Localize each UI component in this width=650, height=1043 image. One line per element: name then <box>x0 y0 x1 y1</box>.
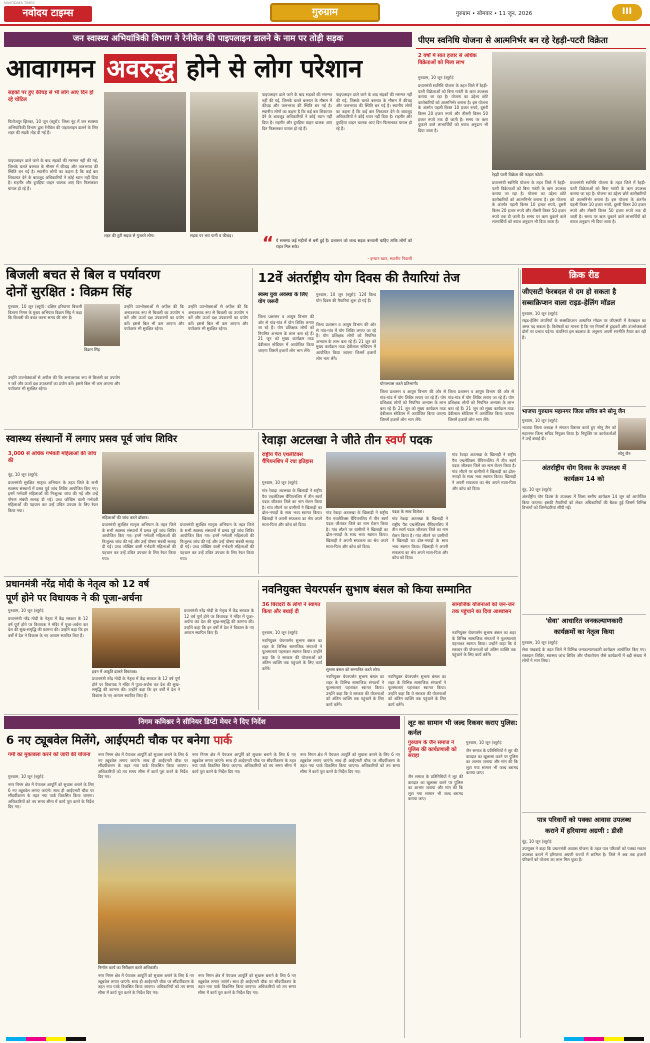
prasav-body-col1: प्रधानमंत्री सुरक्षित मातृत्व अभियान के तहत जिले के सभी स्वास्थ्य संस्थानों में प्रसव पूर्व जांच शिविर आयोजित किए गए। इनमें गर्भवती महिलाओं की निःशुल्क जांच की गई और उन्हें पोषण संबंधी सलाह दी गई। उच्च जोखिम वाली गर्भवती महिलाओं की पहचान कर उन्हें उचित उपचार के लिए रेफर किया गया। <box>8 480 98 513</box>
lead-quote: ये समस्या कई महीनों से बनी हुई है। प्रशासन को जल्द सड़क बनवानी चाहिए ताकि लोगों को राहत मिल सके। <box>276 238 412 249</box>
lead-headline <box>6 52 412 86</box>
vikram-photo-caption: विक्रम सिंह <box>84 347 100 352</box>
prasav-photo-caption: महिलाओं की जांच करते डॉक्टर। <box>102 515 149 520</box>
athletics-body-col1: गांव रेवाड़ा अटलखा के खिलाड़ी ने राष्ट्रीय पैरा एथलेटिक्स चैंपियनशिप में तीन स्वर्ण पदक जीतकर जिले का नाम रोशन किया है। गांव लौटने पर ग्रामीणों ने खिलाड़ी का ढोल-नगाड़ों के साथ भव्य स्वागत किया। खिलाड़ी ने अपनी सफलता का श्रेय अपने माता-पिता और कोच को दिया। <box>262 488 322 527</box>
athletics-photo <box>326 452 446 508</box>
lead-body: पाइपलाइन डाले जाने के बाद सड़कों की मरम्मत नहीं की गई, जिसके चलते बरसात के मौसम में कीचड़ और जलभराव की स्थिति बन गई है। स्थानीय लोगों का कहना है कि कई बार शिकायत देने के बावजूद अधिकारियों ने कोई ध्यान नहीं दिया है। राहगीर और दुपहिया वाहन चालक आए दिन फिसलकर घायल हो रहे हैं। <box>8 158 98 191</box>
nigam-body-col6: नगर निगम क्षेत्र में पेयजल आपूर्ति को सुचारू बनाने के लिए 6 नए ट्यूबवेल लगाए जाएंगे। साथ ही आईएमटी चौक पर सौंदर्यीकरण के तहत नया पार्क विकसित किया जाएगा। अधिकारियों को तय समय सीमा में कार्य पूरा करने के निर्देश दिए गए। <box>300 752 400 774</box>
cricket-body: राइड-हेलिंग कंपनियों के सब्सक्रिप्शन आधारित मॉडल पर जीएसटी में फेरबदल का असर पड़ सकता है। विशेषज्ञों का मानना है कि नए नियमों से ड्राइवरों और उपभोक्ताओं दोनों पर प्रभाव पड़ेगा। कंपनियां इस बदलाव के अनुरूप अपनी रणनीति तैयार कर रही हैं। <box>522 318 646 340</box>
athletics-body-col4: गांव रेवाड़ा अटलखा के खिलाड़ी ने राष्ट्रीय पैरा एथलेटिक्स चैंपियनशिप में तीन स्वर्ण पदक जीतकर जिले का नाम रोशन किया है। गांव लौटने पर ग्रामीणों ने खिलाड़ी का ढोल-नगाड़ों के साथ भव्य स्वागत किया। खिलाड़ी ने अपनी सफलता का श्रेय अपने माता-पिता और कोच को दिया। <box>452 452 516 491</box>
nigam-headline <box>6 731 402 749</box>
lead-photo-1-caption: शहर की टूटी सड़क से गुजरते लोग। <box>104 233 155 238</box>
loot-body-col2: जैन समाज के प्रतिनिधियों ने लूट की वारदात का खुलासा करने पर पुलिस का आभार जताया और मांग की कि लूटा गया सामान भी जल्द बरामद कराया जाए। <box>408 774 463 802</box>
yoga-bullet: स्वस्थ युवा अवस्था के लिए योग जरूरी <box>258 292 308 305</box>
yoga-headline: 12वें अंतर्राष्ट्रीय योग दिवस की तैयारियां तेज <box>258 270 460 285</box>
modi-headline-2: पूर्ण होने पर विधायक ने की पूजा-अर्चना <box>6 593 143 604</box>
divider <box>4 429 518 430</box>
nigam-body-col5: नगर निगम क्षेत्र में पेयजल आपूर्ति को सुचारू बनाने के लिए 6 नए ट्यूबवेल लगाए जाएंगे। साथ ही आईएमटी चौक पर सौंदर्यीकरण के तहत नया पार्क विकसित किया जाएगा। अधिकारियों को तय समय सीमा में कार्य पूरा करने के निर्देश दिए गए। <box>198 973 296 995</box>
divider <box>4 264 646 265</box>
lead-headline-part2: अवरुद्ध <box>104 54 178 83</box>
vikram-body-col1: उन्होंने उपभोक्ताओं से अपील की कि अनावश्यक रूप से बिजली का उपयोग न करें और ऊर्जा दक्ष उपकरणों का प्रयोग करें। इससे बिल भी कम आएगा और पर्यावरण भी सुरक्षित रहेगा। <box>8 375 120 392</box>
bansal-body-col3: नवनियुक्त चेयरपर्सन सुभाष बंसल का शहर के विभिन्न सामाजिक संगठनों ने फूलमालाएं पहनाकर स्वागत किया। उन्होंने कहा कि वे सरकार की योजनाओं को अंतिम व्यक्ति तक पहुंचाने के लिए कार्य करेंगे। <box>388 674 446 707</box>
svanidhi-body-col2: प्रधानमंत्री स्वनिधि योजना के तहत जिले में रेहड़ी-पटरी विक्रेताओं को बिना गारंटी के ऋण उपलब्ध कराया जा रहा है। योजना का उद्देश्य छोटे कारोबारियों को आत्मनिर्भर बनाना है। इस योजना के अंतर्गत पहली किस्त 10 हजार रुपये, दूसरी किस्त 20 हजार रुपये और तीसरी किस्त 50 हजार रुपये तक दी जाती है। समय पर ऋण चुकाने वाले लाभार्थियों को ब्याज अनुदान भी दिया जाता है। <box>492 180 566 225</box>
modi-body-col2: प्रधानमंत्री नरेंद्र मोदी के नेतृत्व में केंद्र सरकार के 12 वर्ष पूर्ण होने पर विधायक ने मंदिर में पूजा-अर्चना कर देश की सुख-समृद्धि की कामना की। उन्होंने कहा कि इन वर्षों में देश ने विकास के नए आयाम स्थापित किए हैं। <box>92 676 180 698</box>
athletics-headline-2: स्वर्ण <box>385 433 406 447</box>
bhajpa-body: भाजपा जिला अध्यक्ष ने संगठन विस्तार करते हुए सोनू जैन को महानगर जिला सचिव नियुक्त किया है। नियुक्ति पर कार्यकर्ताओं ने उन्हें बधाई दी। <box>522 425 616 442</box>
masthead-date: गुरुग्राम • सोमवार • 11 जून, 2026 <box>456 11 533 17</box>
bansal-byline: गुरुग्राम, 10 जून (ब्यूरो): <box>262 630 299 635</box>
bhajpa-photo-caption: सोनू जैन <box>618 451 631 456</box>
page-number: III <box>612 4 642 21</box>
bhajpa-headline: भाजपा गुरुग्राम महानगर जिला सचिव बने सोनू जैन <box>522 409 626 415</box>
vikram-headline-2: दोनों सुरक्षित : विक्रम सिंह <box>6 285 132 300</box>
seva-byline: गुरुग्राम, 10 जून (ब्यूरो): <box>522 640 559 645</box>
cricket-headline-2: सब्सक्रिप्शन वाला राइड-हेलिंग मॉडल <box>522 299 616 307</box>
masthead <box>0 0 650 26</box>
bansal-photo <box>326 602 446 666</box>
prasav-body-col3: प्रधानमंत्री सुरक्षित मातृत्व अभियान के तहत जिले के सभी स्वास्थ्य संस्थानों में प्रसव पूर्व जांच शिविर आयोजित किए गए। इनमें गर्भवती महिलाओं की निःशुल्क जांच की गई और उन्हें पोषण संबंधी सलाह दी गई। उच्च जोखिम वाली गर्भवती महिलाओं की पहचान कर उन्हें उचित उपचार के लिए रेफर किया गया। <box>180 522 254 561</box>
section-name: गुरुग्राम <box>312 7 338 18</box>
bansal-bullet-2: सामाजिक योजनाओं को जन-जन तक पहुंचाने का दिया आश्वासन <box>452 602 515 615</box>
loot-bullet: गुरुग्राम के जैन समाज ने पुलिस की कार्यप्रणाली को सराहा <box>408 740 457 759</box>
divider <box>522 812 646 813</box>
divider <box>252 268 253 428</box>
vikram-headline-1: बिजली बचत से बिल व पर्यावरण <box>6 268 161 283</box>
color-register-mark <box>564 1037 644 1041</box>
athletics-headline-3: पदक <box>409 433 433 447</box>
nigam-strip: निगम कमिश्नर ने सीनियर डिप्टी मेयर ने दिए निर्देश <box>4 716 400 729</box>
brand-logo <box>4 6 92 22</box>
athletics-headline-1: रेवाड़ा अटलखा ने जीते तीन <box>262 433 382 447</box>
prasav-photo <box>102 452 254 514</box>
athletics-body-col3: गांव रेवाड़ा अटलखा के खिलाड़ी ने राष्ट्रीय पैरा एथलेटिक्स चैंपियनशिप में तीन स्वर्ण पदक जीतकर जिले का नाम रोशन किया है। गांव लौटने पर ग्रामीणों ने खिलाड़ी का ढोल-नगाड़ों के साथ भव्य स्वागत किया। खिलाड़ी ने अपनी सफलता का श्रेय अपने माता-पिता और कोच को दिया। <box>392 516 448 561</box>
seva-headline-2: कार्यक्रमों का नेतृत्व किया <box>553 628 615 636</box>
bansal-body-col1: नवनियुक्त चेयरपर्सन सुभाष बंसल का शहर के विभिन्न सामाजिक संगठनों ने फूलमालाएं पहनाकर स्वागत किया। उन्होंने कहा कि वे सरकार की योजनाओं को अंतिम व्यक्ति तक पहुंचाने के लिए कार्य करेंगे। <box>262 638 322 671</box>
nigam-byline: गुरुग्राम, 10 जून (ब्यूरो): <box>8 774 45 779</box>
yoga-body-col1: जिला प्रशासन व आयुष विभाग की ओर से गांव-गांव में योग शिविर लगाए जा रहे हैं। योग प्रशिक्षक लोगों को नियमित अभ्यास के लाभ बता रहे हैं। 21 जून को मुख्य कार्यक्रम ताऊ देवीलाल स्टेडियम में आयोजित किया जाएगा जिसमें हजारों लोग भाग लेंगे। <box>258 314 314 353</box>
cricket-byline: गुरुग्राम, 10 जून (ब्यूरो): <box>522 311 559 316</box>
lead-body-col2: पाइपलाइन डाले जाने के बाद सड़कों की मरम्मत नहीं की गई, जिसके चलते बरसात के मौसम में कीचड़ और जलभराव की स्थिति बन गई है। स्थानीय लोगों का कहना है कि कई बार शिकायत देने के बावजूद अधिकारियों ने कोई ध्यान नहीं दिया है। राहगीर और दुपहिया वाहन चालक आए दिन फिसलकर घायल हो रहे हैं। <box>262 92 332 131</box>
svanidhi-body-col1: प्रधानमंत्री स्वनिधि योजना के तहत जिले में रेहड़ी-पटरी विक्रेताओं को बिना गारंटी के ऋण उपलब्ध कराया जा रहा है। योजना का उद्देश्य छोटे कारोबारियों को आत्मनिर्भर बनाना है। इस योजना के अंतर्गत पहली किस्त 10 हजार रुपये, दूसरी किस्त 20 हजार रुपये और तीसरी किस्त 50 हजार रुपये तक दी जाती है। समय पर ऋण चुकाने वाले लाभार्थियों को ब्याज अनुदान भी दिया जाता है। <box>418 83 488 133</box>
yoga-prog-headline-2: कार्यक्रम 14 को <box>563 475 605 483</box>
modi-photo-caption: हवन में आहुति डालते विधायक। <box>92 669 138 674</box>
patra-byline: नूंह, 10 जून (ब्यूरो): <box>522 839 553 844</box>
prasav-body-col2: प्रधानमंत्री सुरक्षित मातृत्व अभियान के तहत जिले के सभी स्वास्थ्य संस्थानों में प्रसव पूर्व जांच शिविर आयोजित किए गए। इनमें गर्भवती महिलाओं की निःशुल्क जांच की गई और उन्हें पोषण संबंधी सलाह दी गई। उच्च जोखिम वाली गर्भवती महिलाओं की पहचान कर उन्हें उचित उपचार के लिए रेफर किया गया। <box>102 522 176 561</box>
loot-body-col1: जैन समाज के प्रतिनिधियों ने लूट की वारदात का खुलासा करने पर पुलिस का आभार जताया और मांग की कि लूटा गया सामान भी जल्द बरामद कराया जाए। <box>466 748 518 776</box>
yoga-byline: गुरुग्राम, 10 जून (ब्यूरो): 12वें विश्व योग दिवस की तैयारियां शुरू हो गई हैं। <box>316 292 376 303</box>
divider <box>416 48 646 49</box>
nigam-body-col3: नगर निगम क्षेत्र में पेयजल आपूर्ति को सुचारू बनाने के लिए 6 नए ट्यूबवेल लगाए जाएंगे। साथ ही आईएमटी चौक पर सौंदर्यीकरण के तहत नया पार्क विकसित किया जाएगा। अधिकारियों को तय समय सीमा में कार्य पूरा करने के निर्देश दिए गए। <box>192 752 296 774</box>
seva-headline-1: 'सेवा' आधारित जनकल्याणकारी <box>545 617 623 625</box>
patra-body: उपायुक्त ने कहा कि प्रधानमंत्री आवास योजना के तहत पात्र परिवारों को पक्का मकान उपलब्ध कराने में हरियाणा अग्रणी राज्यों में शामिल है। जिले में अब तक हजारों परिवारों को योजना का लाभ मिल चुका है। <box>522 846 646 863</box>
yoga-photo-caption: योगाभ्यास करते प्रतिभागी। <box>380 381 419 386</box>
bansal-photo-caption: सुभाष बंसल को सम्मानित करते लोग। <box>326 667 381 672</box>
prasav-bullet: 3,000 से अधिक गर्भवती महिलाओं की जांच की <box>8 451 97 464</box>
athletics-headline <box>262 432 518 448</box>
athletics-byline: गुरुग्राम, 10 जून (ब्यूरो): <box>262 480 299 485</box>
yoga-body-col3: जिला प्रशासन व आयुष विभाग की ओर से गांव-गांव में योग शिविर लगाए जा रहे हैं। योग प्रशिक्षक लोगों को नियमित अभ्यास के लाभ बता रहे हैं। 21 जून को मुख्य कार्यक्रम ताऊ देवीलाल स्टेडियम में आयोजित किया जाएगा जिसमें हजारों लोग भाग लेंगे। <box>380 389 446 422</box>
patra-headline-2: कराने में हरियाणा अग्रणी : डीसी <box>545 827 623 835</box>
svanidhi-photo <box>492 52 646 170</box>
color-register-mark <box>6 1037 86 1041</box>
divider <box>522 614 646 615</box>
lead-byline: फिरोजपुर झिरका, 10 जून (ब्यूरो): जिला नूंह में जन स्वास्थ्य अभियांत्रिकी विभाग द्वारा रेनीवेल की पाइपलाइन डालने के लिए शहर की सड़कें तोड़ दी गई हैं। <box>8 119 98 136</box>
lead-headline-part3: होने से लोग परेशान <box>186 54 363 83</box>
yoga-prog-headline-1: अंतर्राष्ट्रीय योग दिवस के उपलक्ष्य में <box>541 464 627 472</box>
svanidhi-byline: गुरुग्राम, 10 जून (ब्यूरो): <box>418 75 455 80</box>
svanidhi-photo-caption: रेहड़ी पटरी विक्रेता की फाइल फोटो। <box>492 172 544 177</box>
masthead-tiny-label: NAVODAYA TIMES <box>4 1 35 5</box>
modi-headline-1: प्रधानमंत्री नरेंद्र मोदी के नेतृत्व को 12 वर्ष <box>6 579 149 590</box>
svanidhi-body-col3: प्रधानमंत्री स्वनिधि योजना के तहत जिले में रेहड़ी-पटरी विक्रेताओं को बिना गारंटी के ऋण उपलब्ध कराया जा रहा है। योजना का उद्देश्य छोटे कारोबारियों को आत्मनिर्भर बनाना है। इस योजना के अंतर्गत पहली किस्त 10 हजार रुपये, दूसरी किस्त 20 हजार रुपये और तीसरी किस्त 50 हजार रुपये तक दी जाती है। समय पर ऋण चुकाने वाले लाभार्थियों को ब्याज अनुदान भी दिया जाता है। <box>570 180 646 225</box>
brand-name: नवोदय टाइम्स <box>22 8 74 19</box>
patra-headline-1: पात्र परिवारों को पक्का आवास उपलब्ध <box>537 816 631 824</box>
vikram-body-col3: उन्होंने उपभोक्ताओं से अपील की कि अनावश्यक रूप से बिजली का उपयोग न करें और ऊर्जा दक्ष उपकरणों का प्रयोग करें। इससे बिल भी कम आएगा और पर्यावरण भी सुरक्षित रहेगा। <box>188 304 248 332</box>
loot-byline: गुरुग्राम, 10 जून (ब्यूरो): <box>466 740 503 745</box>
bansal-body-col2: नवनियुक्त चेयरपर्सन सुभाष बंसल का शहर के विभिन्न सामाजिक संगठनों ने फूलमालाएं पहनाकर स्वागत किया। उन्होंने कहा कि वे सरकार की योजनाओं को अंतिम व्यक्ति तक पहुंचाने के लिए कार्य करेंगे। <box>326 674 384 707</box>
vikram-body-col2: उन्होंने उपभोक्ताओं से अपील की कि अनावश्यक रूप से बिजली का उपयोग न करें और ऊर्जा दक्ष उपकरणों का प्रयोग करें। इससे बिल भी कम आएगा और पर्यावरण भी सुरक्षित रहेगा। <box>124 304 184 332</box>
yoga-prog-byline: नूंह, 10 जून (ब्यूरो): <box>522 487 553 492</box>
yoga-body-col4: जिला प्रशासन व आयुष विभाग की ओर से गांव-गांव में योग शिविर लगाए जा रहे हैं। योग प्रशिक्षक लोगों को नियमित अभ्यास के लाभ बता रहे हैं। 21 जून को मुख्य कार्यक्रम ताऊ देवीलाल स्टेडियम में आयोजित किया जाएगा जिसमें हजारों लोग भाग लेंगे। <box>448 389 514 422</box>
nigam-body-col2: नगर निगम क्षेत्र में पेयजल आपूर्ति को सुचारू बनाने के लिए 6 नए ट्यूबवेल लगाए जाएंगे। साथ ही आईएमटी चौक पर सौंदर्यीकरण के तहत नया पार्क विकसित किया जाएगा। अधिकारियों को तय समय सीमा में कार्य पूरा करने के निर्देश दिए गए। <box>98 752 188 780</box>
divider <box>522 460 646 461</box>
nigam-photo <box>98 824 296 964</box>
lead-photo-2 <box>190 92 258 232</box>
loot-headline: लूट का सामान भी जल्द रिकवर कराए पुलिस: कर्नल <box>408 719 518 737</box>
cricket-headline-1: जीएसटी फेरबदल से दम हो सकता है <box>522 288 617 296</box>
seva-body: सेवा पखवाड़े के तहत जिले में विभिन्न जनकल्याणकारी कार्यक्रम आयोजित किए गए। रक्तदान शिविर, स्वास्थ्य जांच शिविर और पौधारोपण जैसे कार्यक्रमों में बड़ी संख्या में लोगों ने भाग लिया। <box>522 647 646 664</box>
nigam-body-col1: नगर निगम क्षेत्र में पेयजल आपूर्ति को सुचारू बनाने के लिए 6 नए ट्यूबवेल लगाए जाएंगे। साथ ही आईएमटी चौक पर सौंदर्यीकरण के तहत नया पार्क विकसित किया जाएगा। अधिकारियों को तय समय सीमा में कार्य पूरा करने के निर्देश दिए गए। <box>8 782 94 810</box>
cricket-banner-label: क्रिक रीड <box>568 271 600 281</box>
divider <box>518 268 519 428</box>
divider <box>404 716 405 1038</box>
bhajpa-photo <box>618 418 646 450</box>
prasav-headline: स्वास्थ्य संस्थानों में लगाए प्रसव पूर्व जांच शिविर <box>6 434 178 445</box>
divider <box>258 432 259 574</box>
bansal-bullet-1: 36 बिरादरी के लोगों ने स्वागत किया और बधाई दी <box>262 602 321 615</box>
bansal-headline: नवनियुक्त चेयरपर्सन सुभाष बंसल को किया सम्मानित <box>262 583 472 596</box>
yoga-body-col2: जिला प्रशासन व आयुष विभाग की ओर से गांव-गांव में योग शिविर लगाए जा रहे हैं। योग प्रशिक्षक लोगों को नियमित अभ्यास के लाभ बता रहे हैं। 21 जून को मुख्य कार्यक्रम ताऊ देवीलाल स्टेडियम में आयोजित किया जाएगा जिसमें हजारों लोग भाग लेंगे। <box>316 322 376 361</box>
bhajpa-byline: गुरुग्राम, 10 जून (ब्यूरो): <box>522 418 559 423</box>
divider <box>258 580 259 710</box>
lead-quote-mark: “ <box>262 233 274 254</box>
cricket-banner <box>522 268 646 284</box>
nigam-headline-1: 6 नए ट्यूबवेल मिलेंगे, आईएमटी चौक पर बनेगा <box>6 733 210 747</box>
yoga-prog-body: अंतर्राष्ट्रीय योग दिवस के उपलक्ष्य में जिला स्तरीय कार्यक्रम 14 जून को आयोजित किया जाएगा। इसकी तैयारियों को लेकर अधिकारियों की बैठक हुई जिसमें विभिन्न विभागों को जिम्मेदारियां सौंपी गईं। <box>522 494 646 511</box>
athletics-bullet: राष्ट्रीय पैरा एथलेटिक्स चैंपियनशिप में रचा इतिहास <box>262 452 314 465</box>
modi-photo <box>92 608 180 668</box>
lead-headline-part1: आवागमन <box>6 54 95 83</box>
top-strip-left: जन स्वास्थ्य अभियांत्रिकी विभाग ने रेनीवेल की पाइपलाइन डालने के नाम पर तोड़ी सड़क <box>4 32 412 47</box>
modi-body-col3: प्रधानमंत्री नरेंद्र मोदी के नेतृत्व में केंद्र सरकार के 12 वर्ष पूर्ण होने पर विधायक ने मंदिर में पूजा-अर्चना कर देश की सुख-समृद्धि की कामना की। उन्होंने कहा कि इन वर्षों में देश ने विकास के नए आयाम स्थापित किए हैं। <box>184 608 254 636</box>
vikram-photo <box>84 304 120 346</box>
divider <box>520 270 521 1038</box>
vikram-byline: गुरुग्राम, 10 जून (ब्यूरो): दक्षिण हरियाणा बिजली वितरण निगम के मुख्य अभियंता विक्रम सिंह ने कहा कि बिजली की बचत करना समय की मांग है। <box>8 304 82 321</box>
lead-body-col3: पाइपलाइन डाले जाने के बाद सड़कों की मरम्मत नहीं की गई, जिसके चलते बरसात के मौसम में कीचड़ और जलभराव की स्थिति बन गई है। स्थानीय लोगों का कहना है कि कई बार शिकायत देने के बावजूद अधिकारियों ने कोई ध्यान नहीं दिया है। राहगीर और दुपहिया वाहन चालक आए दिन फिसलकर घायल हो रहे हैं। <box>336 92 412 131</box>
svanidhi-bullet: 2 वर्षों में सात हजार से अधिक विक्रेताओं को मिला लाभ <box>418 53 477 66</box>
divider <box>4 714 518 715</box>
section-badge <box>270 3 380 22</box>
lead-bullet: सड़कों पर हुए कीचड़ से भी लोग आए दिन हो रहे चोटिल <box>8 90 94 103</box>
svanidhi-headline: पीएम स्वनिधि योजना से आत्मनिर्भर बन रहे रेहड़ी-पटरी विक्रेता <box>418 35 608 45</box>
lead-photo-2-caption: सड़क पर भरा पानी व कीचड़। <box>190 233 233 238</box>
athletics-photo-caption: पदक के साथ विजेता। <box>392 509 424 514</box>
modi-byline: गुरुग्राम, 10 जून (ब्यूरो): <box>8 608 45 613</box>
nigam-photo-caption: निर्माण कार्य का निरीक्षण करते अधिकारी। <box>98 965 158 970</box>
nigam-headline-2: पार्क <box>213 733 233 747</box>
lead-photo-1 <box>104 92 186 232</box>
prasav-byline: नूंह, 10 जून (ब्यूरो): <box>8 472 39 477</box>
athletics-body-col2: गांव रेवाड़ा अटलखा के खिलाड़ी ने राष्ट्रीय पैरा एथलेटिक्स चैंपियनशिप में तीन स्वर्ण पदक जीतकर जिले का नाम रोशन किया है। गांव लौटने पर ग्रामीणों ने खिलाड़ी का ढोल-नगाड़ों के साथ भव्य स्वागत किया। खिलाड़ी ने अपनी सफलता का श्रेय अपने माता-पिता और कोच को दिया। <box>326 510 388 549</box>
lead-quote-author: - इमरान खान, स्थानीय निवासी <box>367 256 412 261</box>
bansal-body-col4: नवनियुक्त चेयरपर्सन सुभाष बंसल का शहर के विभिन्न सामाजिक संगठनों ने फूलमालाएं पहनाकर स्वागत किया। उन्होंने कहा कि वे सरकार की योजनाओं को अंतिम व्यक्ति तक पहुंचाने के लिए कार्य करेंगे। <box>452 630 516 658</box>
nigam-body-col4: नगर निगम क्षेत्र में पेयजल आपूर्ति को सुचारू बनाने के लिए 6 नए ट्यूबवेल लगाए जाएंगे। साथ ही आईएमटी चौक पर सौंदर्यीकरण के तहत नया पार्क विकसित किया जाएगा। अधिकारियों को तय समय सीमा में कार्य पूरा करने के निर्देश दिए गए। <box>98 973 194 995</box>
divider <box>522 406 646 407</box>
divider <box>4 576 518 577</box>
yoga-photo <box>380 290 514 380</box>
nigam-bullet: गर्मी का मुकाबला करने को जारी की योजना <box>8 752 91 758</box>
modi-body-col1: प्रधानमंत्री नरेंद्र मोदी के नेतृत्व में केंद्र सरकार के 12 वर्ष पूर्ण होने पर विधायक ने मंदिर में पूजा-अर्चना कर देश की सुख-समृद्धि की कामना की। उन्होंने कहा कि इन वर्षों में देश ने विकास के नए आयाम स्थापित किए हैं। <box>8 616 88 638</box>
